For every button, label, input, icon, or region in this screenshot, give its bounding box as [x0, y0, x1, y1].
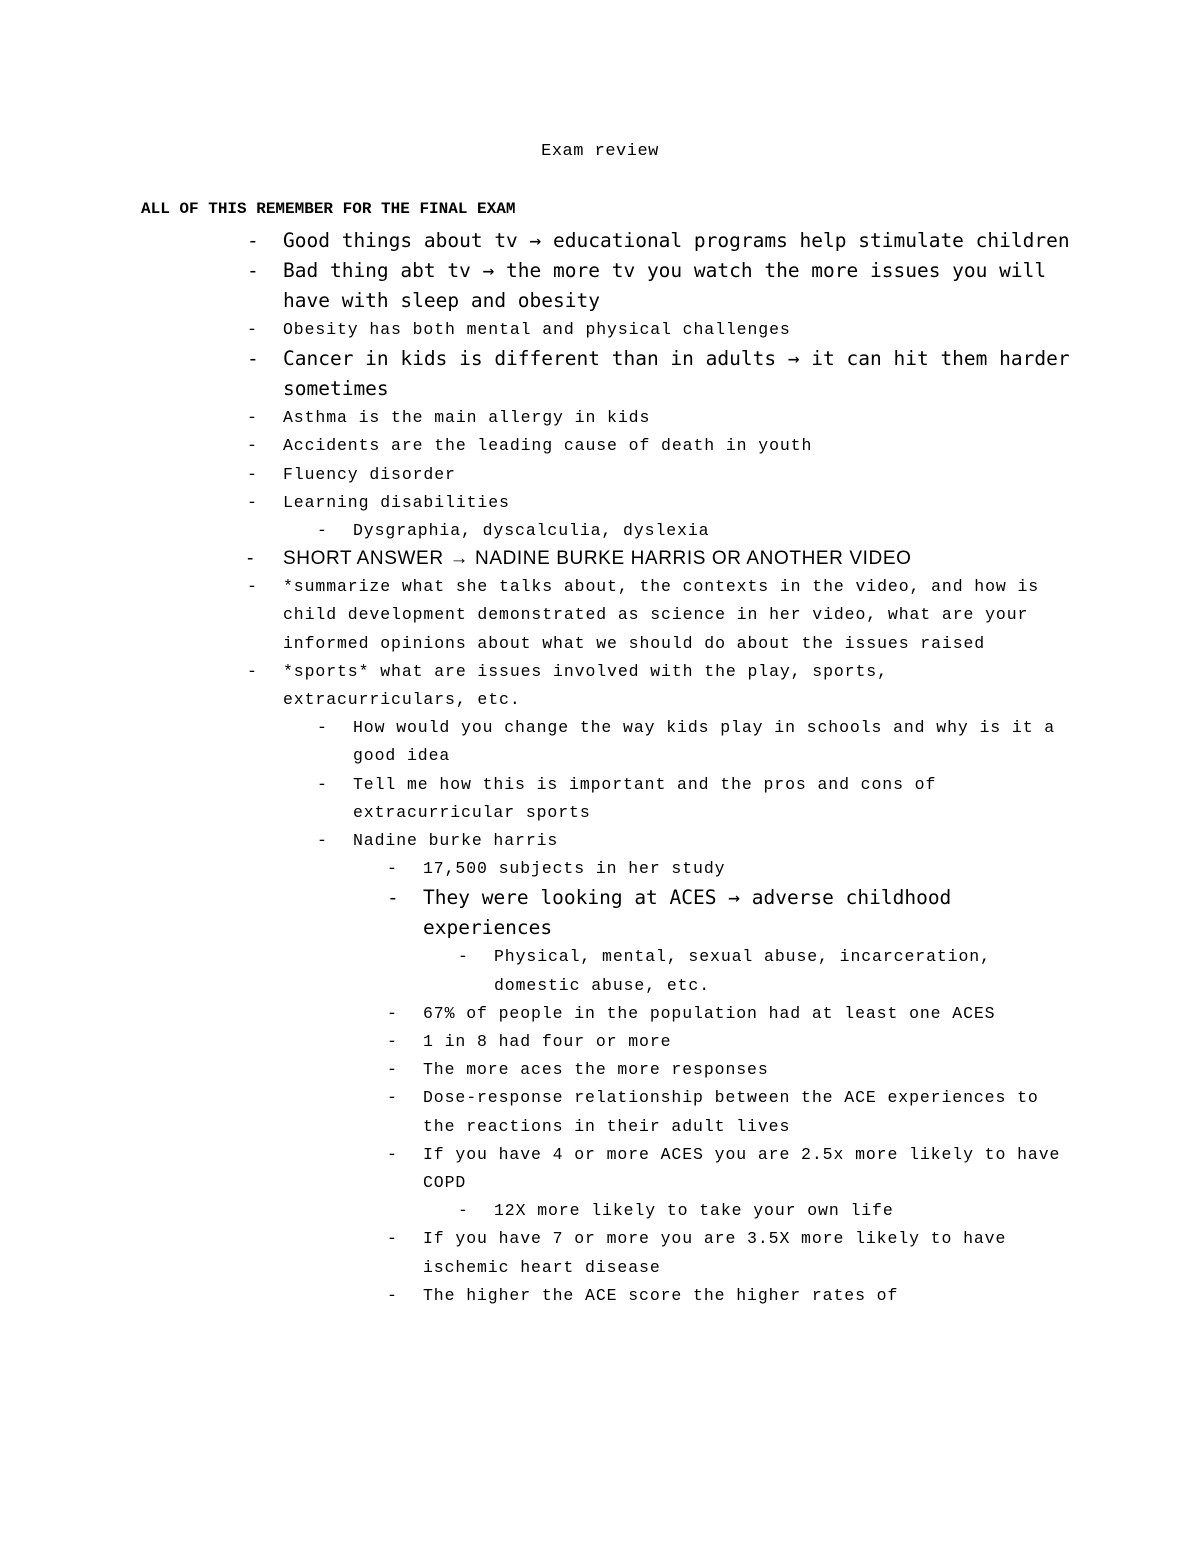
bullet-dash: - [387, 859, 398, 879]
list-item [0, 316, 1200, 344]
list-item-text: If you have 7 or more you are 3.5X more likely to have ischemic heart disease [423, 1229, 1007, 1277]
list-item [0, 943, 1200, 999]
list-item [0, 658, 1200, 714]
bullet-dash: - [247, 229, 259, 252]
list-item-text: If you have 4 or more ACES you are 2.5x more likely to have COPD [423, 1144, 1061, 1193]
list-item-text: Dysgraphia, dyscalculia, dyslexia [353, 521, 710, 541]
bullet-dash: - [247, 492, 258, 512]
list-item [0, 489, 1200, 517]
list-item-text: They were looking at ACES → adverse childhood experiences [423, 886, 952, 940]
list-item-text: Asthma is the main allergy in kids [283, 408, 651, 428]
list-item-text: Accidents are the leading cause of death in youth [283, 436, 813, 456]
list-item-text: Tell me how this is important and the pros and cons of extracurricular sports [353, 774, 937, 822]
list-item [0, 1282, 1200, 1310]
bullet-dash: - [387, 1229, 398, 1249]
list-item [0, 1028, 1200, 1056]
bullet-dash: - [247, 259, 259, 282]
list-item [0, 1197, 1200, 1225]
list-item [0, 545, 1200, 573]
list-item [0, 714, 1200, 770]
bullet-dash: - [317, 774, 328, 794]
bullet-dash: - [387, 1060, 398, 1080]
list-item [0, 573, 1200, 658]
list-item-text: *summarize what she talks about, the contexts in the video, and how is child development demonstrated as science in her video, what are your informed opinions about what we should do about the issues raised [283, 577, 1040, 653]
bullet-dash: - [247, 661, 258, 681]
list-item [0, 432, 1200, 460]
list-item-text: Dose-response relationship between the ACE experiences to the reactions in their adult lives [423, 1088, 1039, 1136]
list-item [0, 226, 1200, 256]
bullet-dash: - [387, 1003, 398, 1023]
bullet-dash: - [247, 408, 258, 428]
bullet-dash: - [387, 1032, 398, 1052]
list-item [0, 256, 1200, 316]
section-heading: ALL OF THIS REMEMBER FOR THE FINAL EXAM [141, 200, 516, 218]
bullet-dash: - [317, 718, 328, 738]
list-item [0, 461, 1200, 489]
list-item-text: Obesity has both mental and physical challenges [283, 320, 791, 339]
list-item-text: 67% of people in the population had at least one ACES [423, 1003, 996, 1023]
list-item [0, 827, 1200, 855]
bullet-dash: - [387, 886, 399, 910]
bullet-dash: - [247, 548, 254, 570]
list-item-text: SHORT ANSWER → NADINE BURKE HARRIS OR ANOTHER VIDEO [283, 548, 912, 570]
bullet-dash: - [387, 1285, 398, 1305]
bullet-dash: - [458, 1201, 469, 1221]
list-item-text: 12X more likely to take your own life [494, 1201, 894, 1221]
bullet-dash: - [247, 464, 258, 484]
list-item-text: Nadine burke harris [353, 831, 559, 851]
bullet-dash: - [387, 1144, 398, 1164]
list-item-text: *sports* what are issues involved with the play, sports, extracurriculars, etc. [283, 661, 888, 710]
list-item [0, 1084, 1200, 1140]
list-item-text: 17,500 subjects in her study [423, 859, 726, 879]
list-item [0, 1056, 1200, 1084]
list-item-text: How would you change the way kids play in schools and why is it a good idea [353, 718, 1056, 766]
list-item-text: Fluency disorder [283, 464, 456, 484]
list-item [0, 771, 1200, 827]
list-item [0, 883, 1200, 943]
list-item-text: The more aces the more responses [423, 1060, 769, 1080]
list-item-text: Cancer in kids is different than in adults → it can hit them harder sometimes [283, 347, 1070, 401]
bullet-dash: - [387, 1088, 398, 1108]
list-item-text: The higher the ACE score the higher rates of [423, 1285, 899, 1305]
bullet-dash: - [247, 577, 258, 597]
list-item-text: Learning disabilities [283, 492, 510, 512]
bullet-dash: - [317, 831, 328, 851]
list-item-text: Bad thing abt tv → the more tv you watch the more issues you will have with sleep and obesity [283, 259, 1047, 312]
document-title: Exam review [541, 142, 659, 161]
list-item [0, 1225, 1200, 1281]
list-item-text: 1 in 8 had four or more [423, 1032, 672, 1052]
bullet-dash: - [247, 347, 259, 371]
notes-list [0, 226, 1200, 1310]
list-item [0, 855, 1200, 883]
list-item [0, 344, 1200, 404]
list-item-text: Physical, mental, sexual abuse, incarceration, domestic abuse, etc. [494, 947, 991, 995]
bullet-dash: - [317, 521, 328, 541]
list-item-text: Good things about tv → educational programs help stimulate children [283, 229, 1070, 252]
list-item [0, 1141, 1200, 1197]
list-item [0, 1000, 1200, 1028]
list-item [0, 517, 1200, 545]
bullet-dash: - [458, 947, 469, 967]
bullet-dash: - [247, 436, 258, 456]
list-item [0, 404, 1200, 432]
bullet-dash: - [247, 320, 258, 339]
